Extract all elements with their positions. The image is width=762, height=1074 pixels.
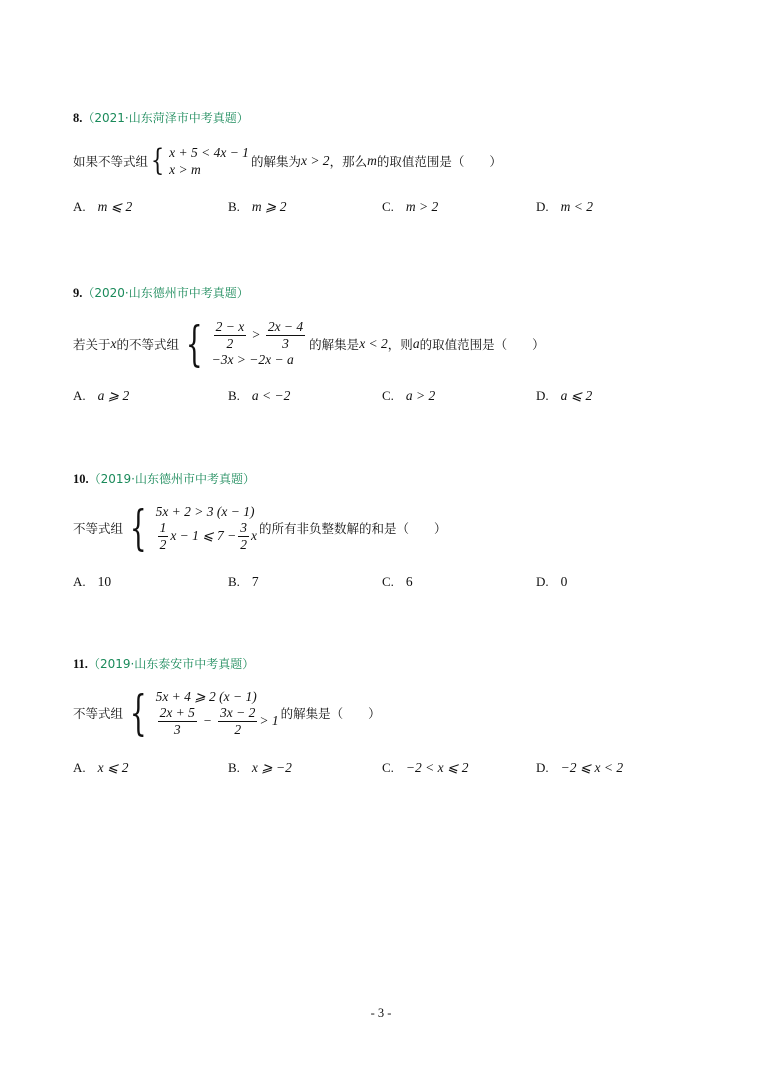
option-b[interactable]: B. m ⩾ 2 [228, 199, 287, 214]
fraction: $\frac{2x - 4}{3}$ [267, 318, 304, 351]
question-header [73, 285, 693, 301]
question-source: （2019·山东德州市中考真题） [88, 472, 255, 486]
question-source: （2019·山东泰安市中考真题） [87, 657, 255, 671]
stem-text: ，那么 [329, 154, 368, 169]
fraction: $\frac{3x - 2}{2}$ [220, 704, 256, 737]
system-row: $\frac{1}{2}$ x − 1 ⩽ 7 − $\frac{3}{2}$ x [159, 519, 257, 552]
stem-text: 的不等式组 [116, 336, 180, 352]
question-number: 10. [73, 472, 89, 486]
system-row: −3x > −2x − a [211, 351, 294, 367]
question-number: 9. [73, 286, 83, 300]
question-8 [73, 110, 693, 214]
stem-text: ，则 [387, 336, 413, 352]
solution-expression: x < 2 [359, 335, 388, 351]
fraction: $\frac{2 - x}{2}$ [215, 318, 245, 351]
brace-icon: { [185, 315, 203, 372]
inequality-system [169, 144, 249, 178]
option-d[interactable]: D. 0 [536, 574, 568, 589]
option-b[interactable]: B. a < −2 [228, 388, 291, 403]
option-c[interactable]: C. −2 < x ⩽ 2 [382, 760, 469, 775]
stem-text: 的解集是 [309, 336, 360, 352]
option-b[interactable]: B. 7 [228, 574, 259, 589]
question-source: （2021·山东菏泽市中考真题） [82, 111, 249, 125]
system-row: x > m [169, 161, 201, 177]
options [73, 574, 693, 590]
stem-text: 的取值范围是（ ） [419, 336, 545, 352]
stem-text: 的取值范围是（ ） [376, 154, 502, 169]
question-number: 8. [73, 111, 83, 125]
solution-expression: x > 2 [300, 153, 330, 168]
system-row: x + 5 < 4x − 1 [169, 144, 249, 160]
options [73, 199, 693, 215]
question-11 [73, 656, 693, 775]
variable: a [412, 335, 420, 351]
stem-text: 不等式组 [73, 705, 124, 721]
option-a[interactable]: A. a ⩾ 2 [73, 388, 130, 403]
inequality-system [156, 503, 257, 552]
system-row: 5x + 2 > 3 (x − 1) [155, 503, 255, 519]
option-d[interactable]: D. m < 2 [536, 199, 593, 214]
variable: m [367, 153, 377, 168]
inequality-system [212, 319, 308, 368]
variable: x [110, 335, 117, 351]
question-number: 11. [73, 657, 88, 671]
option-a[interactable]: A. x ⩽ 2 [73, 760, 129, 775]
option-a[interactable]: A. 10 [73, 574, 112, 589]
brace-icon: { [129, 684, 147, 741]
question-header [73, 656, 693, 672]
question-9 [73, 285, 693, 403]
option-b[interactable]: B. x ⩾ −2 [228, 760, 292, 775]
question-header [73, 110, 693, 126]
stem-text: 的解集是（ ） [280, 705, 381, 721]
system-row: $\frac{2x + 5}{3}$ − $\frac{3x - 2}{2}$ > 1 [159, 704, 279, 737]
fraction: $\frac{3}{2}$ [240, 519, 247, 552]
fraction: $\frac{1}{2}$ [159, 519, 167, 552]
option-d[interactable]: D. a ⩽ 2 [536, 388, 593, 403]
stem-text: 的解集为 [250, 154, 301, 169]
option-a[interactable]: A. m ⩽ 2 [73, 199, 133, 214]
brace-icon: { [150, 143, 165, 178]
inequality-system [156, 688, 279, 737]
brace-icon: { [129, 499, 147, 556]
question-stem [73, 315, 545, 372]
question-10 [73, 471, 693, 589]
question-source: （2020·山东德州市中考真题） [82, 286, 249, 300]
options [73, 760, 693, 776]
options [73, 388, 693, 404]
question-header [73, 471, 693, 487]
system-row: $\frac{2 - x}{2}$ > $\frac{2x - 4}{3}$ [215, 318, 304, 351]
stem-text: 如果不等式组 [73, 154, 149, 169]
option-d[interactable]: D. −2 ⩽ x < 2 [536, 760, 624, 775]
question-stem [73, 499, 447, 556]
question-stem [73, 144, 502, 178]
stem-text: 若关于 [73, 336, 111, 352]
stem-text: 不等式组 [73, 520, 124, 536]
option-c[interactable]: C. a > 2 [382, 388, 436, 403]
stem-text: 的所有非负整数解的和是（ ） [258, 520, 447, 536]
option-c[interactable]: C. 6 [382, 574, 413, 589]
question-stem [73, 684, 381, 741]
page-number: - 3 - [370, 1006, 392, 1020]
system-row: 5x + 4 ⩾ 2 (x − 1) [155, 688, 257, 704]
fraction: $\frac{2x + 5}{3}$ [159, 704, 195, 737]
option-c[interactable]: C. m > 2 [382, 199, 439, 214]
